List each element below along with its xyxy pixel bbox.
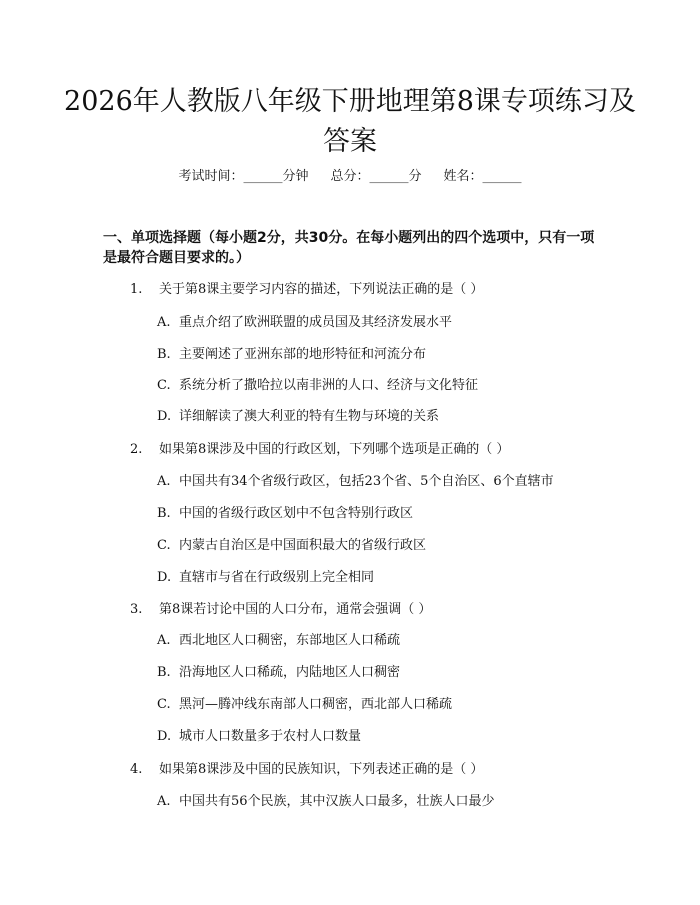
option-text: 中国的省级行政区划中不包含特别行政区 [179, 506, 414, 521]
option-text: 西北地区人口稠密，东部地区人口稀疏 [179, 633, 401, 648]
option-text: 黑河—腾冲线东南部人口稠密，西北部人口稀疏 [179, 697, 453, 712]
question-text: 如果第8课涉及中国的行政区划，下列哪个选项是正确的（ ） [159, 442, 510, 457]
question-stem [130, 601, 650, 619]
name-blank: ______ [482, 169, 522, 184]
option-item [157, 314, 657, 332]
score-unit: 分 [408, 169, 422, 184]
time-label: 考试时间： [178, 169, 244, 184]
exam-info-line [0, 168, 700, 186]
option-item [157, 793, 657, 811]
option-letter: B. [157, 665, 171, 680]
question-stem [130, 441, 650, 459]
time-blank: ______ [243, 169, 283, 184]
option-text: 沿海地区人口稀疏，内陆地区人口稠密 [179, 665, 401, 680]
option-letter: C. [157, 378, 171, 393]
option-text: 系统分析了撒哈拉以南非洲的人口、经济与文化特征 [179, 378, 479, 393]
option-text: 中国共有34个省级行政区，包括23个省、5个自治区、6个直辖市 [179, 474, 554, 489]
option-text: 中国共有56个民族，其中汉族人口最多，壮族人口最少 [179, 794, 495, 809]
option-text: 城市人口数量多于农村人口数量 [179, 729, 362, 744]
question-stem [130, 281, 650, 299]
option-letter: B. [157, 506, 171, 521]
option-letter: D. [157, 570, 172, 585]
option-letter: C. [157, 538, 171, 553]
question-number: 2. [130, 442, 143, 457]
question-stem [130, 761, 650, 779]
option-letter: A. [157, 315, 171, 330]
question-number: 3. [130, 602, 143, 617]
score-blank: ______ [369, 169, 409, 184]
section-heading: 一、单项选择题（每小题2分，共30分。在每小题列出的四个选项中，只有一项是最符合题目要求的。） [103, 230, 595, 266]
question-text: 关于第8课主要学习内容的描述，下列说法正确的是（ ） [159, 282, 484, 297]
question-text: 第8课若讨论中国的人口分布，通常会强调（ ） [159, 602, 432, 617]
question-number: 4. [130, 762, 143, 777]
option-item [157, 377, 657, 395]
option-letter: A. [157, 794, 171, 809]
option-item [157, 473, 657, 491]
option-item [157, 632, 657, 650]
question-text: 如果第8课涉及中国的民族知识，下列表述正确的是（ ） [159, 762, 484, 777]
option-item [157, 537, 657, 555]
option-item [157, 696, 657, 714]
option-item [157, 505, 657, 523]
option-text: 直辖市与省在行政级别上完全相同 [179, 570, 375, 585]
option-text: 详细解读了澳大利亚的特有生物与环境的关系 [179, 409, 440, 424]
option-letter: C. [157, 697, 171, 712]
question-number: 1. [130, 282, 143, 297]
option-item [157, 408, 657, 426]
option-text: 内蒙古自治区是中国面积最大的省级行政区 [179, 538, 427, 553]
option-item [157, 569, 657, 587]
option-letter: B. [157, 347, 171, 362]
score-label: 总分： [330, 169, 370, 184]
option-letter: A. [157, 474, 171, 489]
time-unit: 分钟 [282, 169, 309, 184]
document-title: 2026年人教版八年级下册地理第8课专项练习及答案 [64, 86, 636, 157]
option-letter: D. [157, 409, 172, 424]
option-item [157, 664, 657, 682]
option-letter: A. [157, 633, 171, 648]
option-item [157, 728, 657, 746]
option-letter: D. [157, 729, 172, 744]
name-label: 姓名： [443, 169, 483, 184]
option-item [157, 346, 657, 364]
option-text: 主要阐述了亚洲东部的地形特征和河流分布 [179, 347, 427, 362]
option-text: 重点介绍了欧洲联盟的成员国及其经济发展水平 [179, 315, 453, 330]
